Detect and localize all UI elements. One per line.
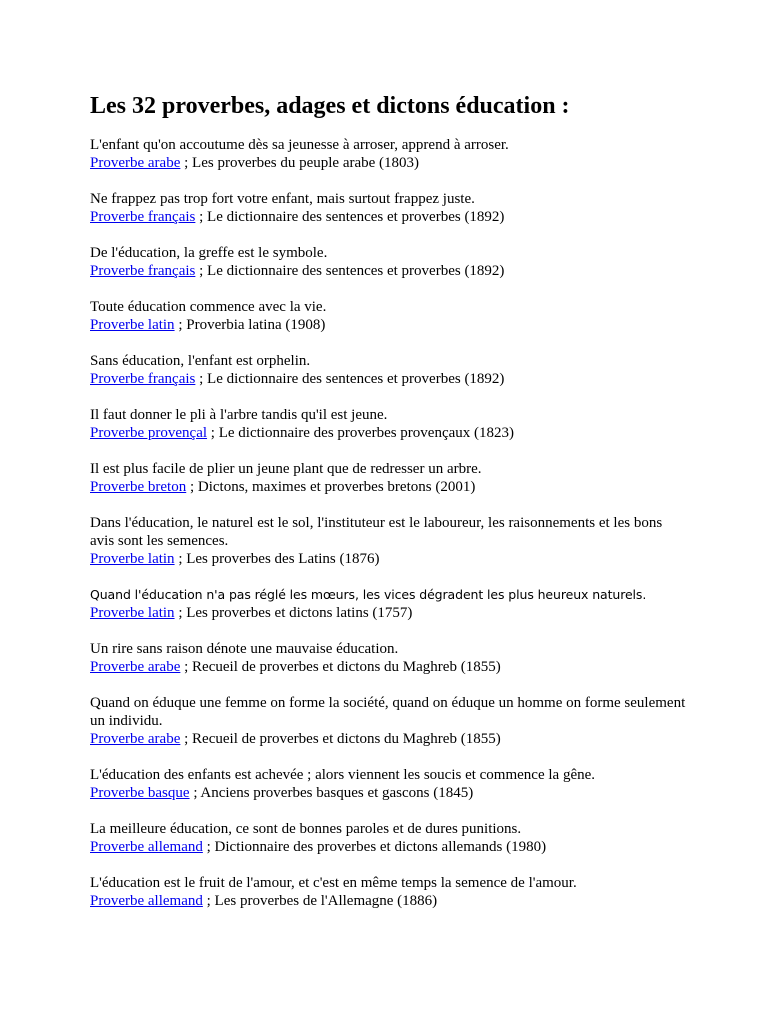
proverb-entry bbox=[90, 694, 690, 748]
proverb-source: ; Proverbia latina (1908) bbox=[174, 317, 326, 333]
proverb-entry bbox=[90, 874, 690, 910]
proverb-source-line bbox=[90, 424, 690, 442]
proverb-origin-link[interactable]: Proverbe français bbox=[90, 263, 196, 279]
proverb-source: ; Recueil de proverbes et dictons du Maghreb (1855) bbox=[180, 659, 501, 675]
proverb-quote: Toute éducation commence avec la vie. bbox=[90, 299, 327, 315]
proverb-quote: De l'éducation, la greffe est le symbole. bbox=[90, 245, 328, 261]
proverb-source-line bbox=[90, 478, 690, 496]
proverb-entry bbox=[90, 244, 690, 280]
proverb-quote: Quand l'éducation n'a pas réglé les mœurs, les vices dégradent les plus heureux naturels. bbox=[90, 587, 647, 602]
proverb-source: ; Dictionnaire des proverbes et dictons allemands (1980) bbox=[202, 839, 547, 855]
proverb-source-line bbox=[90, 154, 690, 172]
proverb-source-line bbox=[90, 892, 690, 910]
proverb-source-line bbox=[90, 730, 690, 748]
proverb-source-line bbox=[90, 262, 690, 280]
proverb-entry bbox=[90, 640, 690, 676]
proverb-source-line bbox=[90, 838, 690, 856]
proverb-entry bbox=[90, 406, 690, 442]
proverb-quote: Quand on éduque une femme on forme la société, quand on éduque un homme on forme seulement un individu. bbox=[90, 695, 686, 729]
proverb-origin-link[interactable]: Proverbe allemand bbox=[90, 893, 203, 909]
proverb-source-line bbox=[90, 370, 690, 388]
proverb-source: ; Les proverbes de l'Allemagne (1886) bbox=[202, 893, 438, 909]
proverb-source: ; Les proverbes et dictons latins (1757) bbox=[174, 605, 413, 621]
proverb-source-line bbox=[90, 550, 690, 568]
proverb-entry bbox=[90, 766, 690, 802]
proverb-origin-link[interactable]: Proverbe français bbox=[90, 209, 196, 225]
proverb-source-line bbox=[90, 658, 690, 676]
proverb-origin-link[interactable]: Proverbe allemand bbox=[90, 839, 203, 855]
proverb-origin-link[interactable]: Proverbe latin bbox=[90, 605, 175, 621]
proverb-origin-link[interactable]: Proverbe latin bbox=[90, 317, 175, 333]
proverb-source: ; Dictons, maximes et proverbes bretons (2001) bbox=[186, 479, 476, 495]
proverb-source-line bbox=[90, 604, 690, 622]
proverb-source: ; Recueil de proverbes et dictons du Maghreb (1855) bbox=[180, 731, 501, 747]
proverb-entry bbox=[90, 298, 690, 334]
proverb-origin-link[interactable]: Proverbe arabe bbox=[90, 155, 181, 171]
proverb-origin-link[interactable]: Proverbe arabe bbox=[90, 659, 181, 675]
page-title: Les 32 proverbes, adages et dictons éducation : bbox=[90, 93, 570, 119]
proverb-entry bbox=[90, 586, 690, 622]
proverb-source-line bbox=[90, 316, 690, 334]
proverb-quote: Dans l'éducation, le naturel est le sol, l'instituteur est le laboureur, les raisonnements et les bons avis sont les semences. bbox=[90, 515, 663, 549]
proverb-quote: Un rire sans raison dénote une mauvaise éducation. bbox=[90, 641, 399, 657]
proverb-origin-link[interactable]: Proverbe latin bbox=[90, 551, 175, 567]
proverb-quote: L'éducation des enfants est achevée ; alors viennent les soucis et commence la gêne. bbox=[90, 767, 596, 783]
proverb-source: ; Le dictionnaire des sentences et proverbes (1892) bbox=[195, 263, 505, 279]
proverb-entry bbox=[90, 820, 690, 856]
proverb-entry bbox=[90, 352, 690, 388]
proverb-quote: L'éducation est le fruit de l'amour, et c'est en même temps la semence de l'amour. bbox=[90, 875, 577, 891]
proverb-source: ; Les proverbes du peuple arabe (1803) bbox=[180, 155, 420, 171]
proverb-quote: Il est plus facile de plier un jeune plant que de redresser un arbre. bbox=[90, 461, 482, 477]
proverb-source-line bbox=[90, 208, 690, 226]
proverb-origin-link[interactable]: Proverbe breton bbox=[90, 479, 187, 495]
proverb-origin-link[interactable]: Proverbe arabe bbox=[90, 731, 181, 747]
proverb-quote: Ne frappez pas trop fort votre enfant, mais surtout frappez juste. bbox=[90, 191, 475, 207]
proverb-source: ; Le dictionnaire des proverbes provençaux (1823) bbox=[207, 425, 515, 441]
proverb-source: ; Le dictionnaire des sentences et proverbes (1892) bbox=[195, 209, 505, 225]
proverb-quote: L'enfant qu'on accoutume dès sa jeunesse à arroser, apprend à arroser. bbox=[90, 137, 509, 153]
proverb-source: ; Anciens proverbes basques et gascons (1845) bbox=[189, 785, 474, 801]
proverb-source-line bbox=[90, 784, 690, 802]
proverb-quote: Il faut donner le pli à l'arbre tandis qu'il est jeune. bbox=[90, 407, 388, 423]
proverb-origin-link[interactable]: Proverbe basque bbox=[90, 785, 190, 801]
proverb-entry bbox=[90, 136, 690, 172]
proverb-quote: La meilleure éducation, ce sont de bonnes paroles et de dures punitions. bbox=[90, 821, 522, 837]
proverb-quote: Sans éducation, l'enfant est orphelin. bbox=[90, 353, 311, 369]
proverb-entry bbox=[90, 190, 690, 226]
proverb-entry bbox=[90, 514, 690, 568]
proverb-source: ; Le dictionnaire des sentences et proverbes (1892) bbox=[195, 371, 505, 387]
proverb-entry bbox=[90, 460, 690, 496]
proverb-origin-link[interactable]: Proverbe provençal bbox=[90, 425, 208, 441]
document-page bbox=[90, 92, 690, 928]
proverb-origin-link[interactable]: Proverbe français bbox=[90, 371, 196, 387]
proverb-source: ; Les proverbes des Latins (1876) bbox=[174, 551, 380, 567]
